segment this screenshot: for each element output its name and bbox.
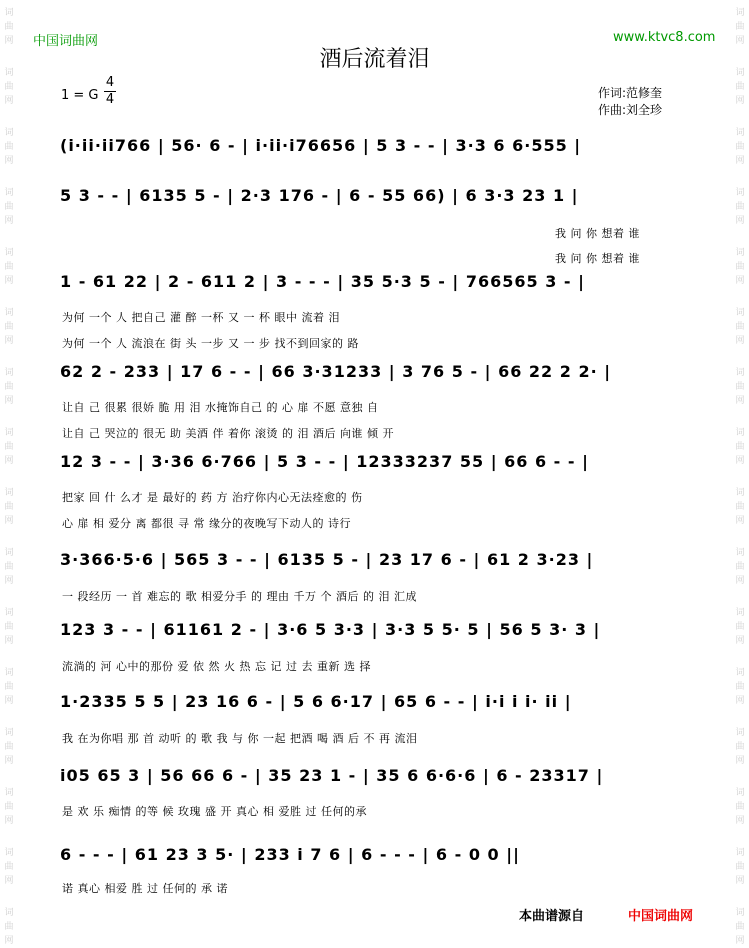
watermark-glyph: 词 (735, 8, 745, 18)
lyric-line-5b: 心 扉 相 爱分 离 都很 寻 常 缘分的夜晚写下动人的 诗行 (62, 517, 351, 530)
watermark-glyph: 词 (4, 488, 14, 498)
watermark-glyph: 网 (4, 756, 14, 766)
watermark-glyph: 曲 (735, 322, 745, 332)
watermark-glyph: 网 (735, 816, 745, 826)
watermark-glyph: 网 (4, 336, 14, 346)
lyric-line-4b: 让自 己 哭泣的 很无 助 美酒 伴 着你 滚烫 的 泪 酒后 向谁 倾 开 (62, 427, 394, 440)
lyric-line-10: 诺 真心 相爱 胜 过 任何的 承 诺 (62, 882, 228, 895)
lyric-line-5a: 把家 回 什 么才 是 最好的 药 方 治疗你内心无法痊愈的 伤 (62, 491, 363, 504)
watermark-glyph: 词 (4, 548, 14, 558)
watermark-glyph: 词 (735, 188, 745, 198)
watermark-glyph: 词 (4, 908, 14, 918)
lyric-line-6: 一 段经历 一 首 难忘的 歌 相爱分手 的 理由 千万 个 酒后 的 泪 汇成 (62, 590, 417, 603)
watermark-glyph: 曲 (735, 682, 745, 692)
score-line-6: 3·366·5·6 | 565 3 - - | 6135 5 - | 23 17 6 - | 61 2 3·23 | (60, 550, 594, 569)
composer-credit: 作曲:刘全珍 (598, 103, 663, 117)
lyric-line-4a: 让自 己 很累 很娇 脆 用 泪 水掩饰自己 的 心 扉 不愿 意独 自 (62, 401, 379, 414)
score-line-3: 1 - 61 22 | 2 - 611 2 | 3 - - - | 35 5·3 5 - | 766565 3 - | (60, 272, 585, 291)
watermark-glyph: 网 (735, 276, 745, 286)
watermark-glyph: 网 (735, 156, 745, 166)
lyric-line-2a: 我 问 你 想着 谁 (555, 227, 640, 240)
watermark-glyph: 曲 (735, 562, 745, 572)
watermark-glyph: 网 (4, 396, 14, 406)
watermark-glyph: 词 (4, 188, 14, 198)
watermark-glyph: 词 (735, 488, 745, 498)
lyricist-credit: 作词:范修奎 (598, 86, 663, 100)
watermark-glyph: 曲 (4, 862, 14, 872)
watermark-glyph: 网 (4, 816, 14, 826)
watermark-glyph: 网 (735, 576, 745, 586)
score-line-9: i05 65 3 | 56 66 6 - | 35 23 1 - | 35 6 6·6·6 | 6 - 23317 | (60, 766, 604, 785)
watermark-glyph: 曲 (735, 742, 745, 752)
watermark-glyph: 词 (4, 668, 14, 678)
time-signature-top: 4 (105, 75, 115, 90)
watermark-glyph: 网 (735, 696, 745, 706)
watermark-glyph: 词 (4, 8, 14, 18)
time-signature-bottom: 4 (105, 92, 115, 107)
watermark-glyph: 网 (4, 516, 14, 526)
watermark-glyph: 曲 (735, 802, 745, 812)
watermark-glyph: 曲 (4, 262, 14, 272)
watermark-glyph: 曲 (4, 922, 14, 932)
left-watermark-column (0, 0, 18, 948)
source-label: 本曲谱源自 (519, 909, 585, 924)
watermark-glyph: 网 (4, 876, 14, 886)
watermark-glyph: 曲 (4, 502, 14, 512)
lyric-line-7: 流淌的 河 心中的那份 爱 依 然 火 热 忘 记 过 去 重新 选 择 (62, 660, 371, 673)
watermark-glyph: 网 (735, 876, 745, 886)
watermark-glyph: 曲 (4, 202, 14, 212)
lyric-line-8: 我 在为你唱 那 首 动听 的 歌 我 与 你 一起 把酒 喝 酒 后 不 再 流泪 (62, 732, 418, 745)
watermark-glyph: 词 (4, 788, 14, 798)
lyric-line-9: 是 欢 乐 痴情 的等 候 玫瑰 盛 开 真心 相 爱胜 过 任何的承 (62, 805, 367, 818)
score-line-7: 123 3 - - | 61161 2 - | 3·6 5 3·3 | 3·3 5 5· 5 | 56 5 3· 3 | (60, 620, 601, 639)
watermark-glyph: 网 (735, 336, 745, 346)
site-name-left[interactable]: 中国词曲网 (33, 34, 99, 49)
watermark-glyph: 词 (735, 308, 745, 318)
watermark-glyph: 词 (4, 368, 14, 378)
right-watermark-column (731, 0, 749, 948)
watermark-glyph: 曲 (4, 622, 14, 632)
watermark-glyph: 网 (4, 216, 14, 226)
watermark-glyph: 曲 (735, 502, 745, 512)
watermark-glyph: 曲 (735, 22, 745, 32)
watermark-glyph: 曲 (735, 142, 745, 152)
watermark-glyph: 网 (4, 576, 14, 586)
watermark-glyph: 词 (735, 128, 745, 138)
watermark-glyph: 网 (4, 156, 14, 166)
watermark-glyph: 曲 (735, 862, 745, 872)
watermark-glyph: 网 (735, 216, 745, 226)
watermark-glyph: 曲 (735, 262, 745, 272)
watermark-glyph: 词 (4, 728, 14, 738)
source-site-link[interactable]: 中国词曲网 (628, 909, 694, 924)
watermark-glyph: 网 (4, 636, 14, 646)
watermark-glyph: 词 (4, 128, 14, 138)
watermark-glyph: 曲 (4, 382, 14, 392)
watermark-glyph: 网 (735, 936, 745, 946)
watermark-glyph: 词 (4, 68, 14, 78)
watermark-glyph: 网 (735, 396, 745, 406)
watermark-glyph: 词 (735, 68, 745, 78)
watermark-glyph: 词 (735, 368, 745, 378)
time-signature (104, 76, 116, 107)
watermark-glyph: 曲 (735, 82, 745, 92)
watermark-glyph: 词 (4, 428, 14, 438)
site-url-right[interactable]: www.ktvc8.com (613, 30, 716, 45)
lyric-line-2b: 我 问 你 想着 谁 (555, 252, 640, 265)
score-line-5: 12 3 - - | 3·36 6·766 | 5 3 - - | 12333237 55 | 66 6 - - | (60, 452, 589, 471)
watermark-glyph: 曲 (4, 82, 14, 92)
song-title: 酒后流着泪 (319, 47, 430, 72)
watermark-glyph: 曲 (4, 322, 14, 332)
watermark-glyph: 曲 (4, 802, 14, 812)
watermark-glyph: 曲 (4, 142, 14, 152)
lyric-line-3a: 为何 一个 人 把自己 灌 醉 一杯 又 一 杯 眼中 流着 泪 (62, 311, 340, 324)
watermark-glyph: 词 (735, 908, 745, 918)
watermark-glyph: 词 (735, 428, 745, 438)
watermark-glyph: 曲 (735, 622, 745, 632)
watermark-glyph: 网 (4, 456, 14, 466)
watermark-glyph: 词 (735, 848, 745, 858)
score-line-8: 1·2335 5 5 | 23 16 6 - | 5 6 6·17 | 65 6 - - | i·i i i· ii | (60, 692, 572, 711)
watermark-glyph: 曲 (4, 742, 14, 752)
watermark-glyph: 词 (4, 248, 14, 258)
watermark-glyph: 网 (4, 36, 14, 46)
watermark-glyph: 网 (735, 756, 745, 766)
score-line-4: 62 2 - 233 | 17 6 - - | 66 3·31233 | 3 76 5 - | 66 22 2 2· | (60, 362, 612, 381)
lyric-line-3b: 为何 一个 人 流浪在 街 头 一步 又 一 步 找不到回家的 路 (62, 337, 359, 350)
watermark-glyph: 词 (735, 548, 745, 558)
watermark-glyph: 词 (735, 728, 745, 738)
watermark-glyph: 网 (735, 456, 745, 466)
watermark-glyph: 词 (735, 608, 745, 618)
watermark-glyph: 曲 (4, 442, 14, 452)
watermark-glyph: 词 (4, 608, 14, 618)
watermark-glyph: 网 (4, 96, 14, 106)
score-line-1: (i·ii·ii766 | 56· 6 - | i·ii·i76656 | 5 3 - - | 3·3 6 6·555 | (60, 136, 582, 155)
watermark-glyph: 网 (735, 36, 745, 46)
watermark-glyph: 网 (4, 936, 14, 946)
watermark-glyph: 词 (735, 788, 745, 798)
watermark-glyph: 网 (735, 96, 745, 106)
watermark-glyph: 词 (735, 668, 745, 678)
watermark-glyph: 词 (4, 308, 14, 318)
watermark-glyph: 曲 (4, 22, 14, 32)
watermark-glyph: 曲 (4, 682, 14, 692)
watermark-glyph: 曲 (735, 442, 745, 452)
watermark-glyph: 曲 (735, 382, 745, 392)
watermark-glyph: 词 (4, 848, 14, 858)
watermark-glyph: 网 (735, 636, 745, 646)
watermark-glyph: 曲 (4, 562, 14, 572)
watermark-glyph: 网 (4, 276, 14, 286)
score-line-10: 6 - - - | 61 23 3 5· | 233 i 7 6 | 6 - - - | 6 - 0 0 || (60, 845, 520, 864)
watermark-glyph: 曲 (735, 922, 745, 932)
key-signature: 1 = G (61, 88, 99, 103)
watermark-glyph: 词 (735, 248, 745, 258)
watermark-glyph: 曲 (735, 202, 745, 212)
watermark-glyph: 网 (735, 516, 745, 526)
score-line-2: 5 3 - - | 6135 5 - | 2·3 176 - | 6 - 55 66) | 6 3·3 23 1 | (60, 186, 579, 205)
watermark-glyph: 网 (4, 696, 14, 706)
